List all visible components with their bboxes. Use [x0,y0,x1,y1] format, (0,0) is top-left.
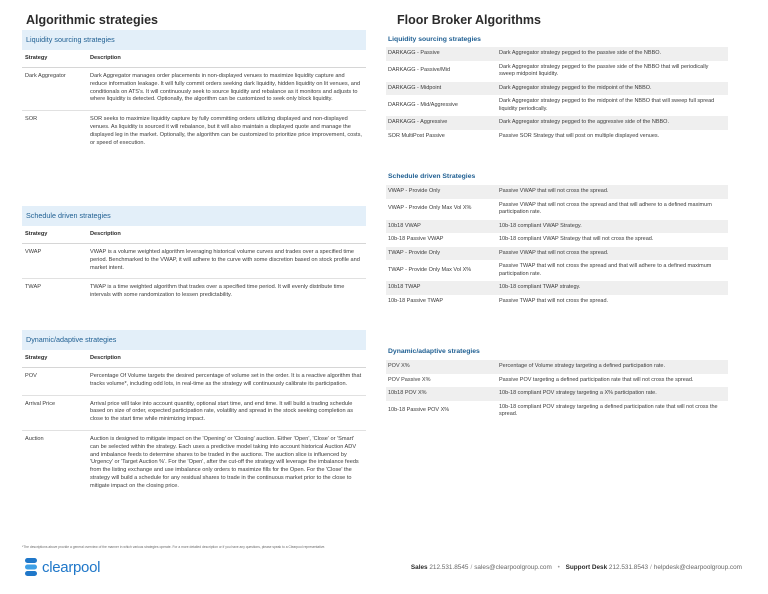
list-item [386,130,728,144]
header-description: Description [90,55,121,61]
algo-name: 10b18 VWAP [388,222,421,229]
list-item [386,374,728,388]
strategy-description: Auction is designed to mitigate impact on the 'Opening' or 'Closing' auction. Either 'Open', 'Close' or 'Smart' can be selected within the strategy. Each uses a predictive model taking into account historical Auction ADV and imbalance feeds to determine shares to be traded in the auctions. The auction slice is influenced by 'Urgency' or 'Target Auction %'. For the 'Open', after the cut-off the strategy will leverage the imbalance feeds from the listing exchange and use imbalance only orders to maximize fills for the Open. For the 'Close' the strategy will build a schedule for any residual shares to trade in the continuous market prior to the close to mitigate impact on the closing price. [90,435,359,489]
strategy-name: Arrival Price [25,400,56,407]
table-row [22,244,366,279]
algo-name: DARKAGG - Passive/Mid [388,67,451,74]
list-item [386,220,728,234]
algo-description: 10b-18 compliant TWAP strategy. [499,284,581,290]
algo-name: TWAP - Provide Only [388,249,440,256]
sales-phone: 212.531.8545 [429,564,469,571]
algo-name: 10b18 TWAP [388,284,421,290]
table-row [22,431,366,497]
contact-info: Sales 212.531.8545 / sales@clearpoolgroup.com • Support Desk 212.531.8543 / helpdesk@clearpoolgroup.com [410,564,742,571]
schedule-section-right [386,173,728,308]
sales-label: Sales [410,564,428,571]
algo-name: VWAP - Provide Only Max Vol X% [388,205,472,212]
section-title: Schedule driven Strategies [388,173,476,180]
table-row [22,279,366,306]
strategy-name: Auction [25,435,44,442]
list-item [386,387,728,401]
table-header [22,350,366,368]
algo-description: Passive VWAP that will not cross the spread. [499,188,609,194]
list-item [386,233,728,247]
support-email[interactable]: helpdesk@clearpoolgroup.com [653,564,742,571]
liquidity-section-left [22,30,366,153]
algo-description: Dark Aggregator strategy pegged to the midpoint of the NBBO that will sweep full spread liquidity periodically. [499,98,715,112]
list-item [386,360,728,374]
table-row [22,368,366,396]
strategy-name: TWAP [25,284,41,291]
table-row [22,111,366,153]
strategy-name: VWAP [25,249,42,255]
page-title-right: Floor Broker Algorithms [397,13,541,27]
algo-description: Passive SOR Strategy that will post on multiple displayed venues. [499,132,660,139]
algo-description: Passive VWAP that will not cross the spread and that will adhere to a defined maximum participation rate. [499,201,712,215]
dynamic-section-left [22,330,366,497]
table-row [22,68,366,111]
header-strategy: Strategy [25,355,48,361]
list-item [386,185,728,199]
strategy-description: SOR seeks to maximize liquidity capture by fully committing orders utilizing displayed and non-displayed venues. As liquidity is sourced it will rebalance, but it will also maintain a displayed quote and manage the displayed leg in the market. Optionally, the algorithm can be customized to prioritize price improvement, costs, or speed of execution. [90,116,362,146]
algo-name: DARKAGG - Midpoint [388,84,442,91]
algo-description: Passive POV targeting a defined participation rate that will not cross the spread. [499,376,694,383]
list-item [386,82,728,96]
algo-name: POV Passive X% [388,376,431,383]
schedule-section-left [22,206,366,306]
list-item [386,47,728,61]
support-label: Support Desk [565,564,608,571]
algo-description: Dark Aggregator strategy pegged to the passive side of the NBBO. [499,50,662,56]
algo-name: POV X% [388,363,410,369]
header-strategy: Strategy [25,55,48,61]
list-item [386,199,728,220]
strategy-description: Percentage Of Volume targets the desired percentage of volume set in the order. It is a reactive algorithm that tracks volume*, including odd lots, in real-time as the strategy will continuously calibrate its participation. [90,373,362,387]
section-band: Schedule driven strategies [22,206,366,226]
dynamic-section-right [386,348,728,422]
header-strategy: Strategy [25,231,48,237]
algo-description: 10b-18 compliant VWAP Strategy that will not cross the spread. [499,236,654,242]
strategy-name: POV [25,373,37,379]
strategy-name: Dark Aggregator [25,73,66,79]
algo-description: Passive TWAP that will not cross the spread and that will adhere to a defined maximum participation rate. [499,263,712,277]
list-item [386,401,728,422]
algo-description: Passive VWAP that will not cross the spread. [499,249,609,256]
strategy-description: VWAP is a volume weighted algorithm leveraging historical volume curves and trades over a specified time period. Benchmarked to the VWAP, it will adhere to the curve with some discretion based on stock profile and market intent. [90,249,360,271]
section-title: Dynamic/adaptive strategies [388,348,480,355]
list-item [386,295,728,309]
algo-description: 10b-18 compliant POV strategy targeting a X% participation rate. [499,390,657,396]
algo-name: DARKAGG - Aggressive [388,119,448,125]
page-title-left: Algorithmic strategies [26,13,158,27]
clearpool-logo [24,557,100,577]
algo-description: Dark Aggregator strategy pegged to the midpoint of the NBBO. [499,84,652,91]
strategy-name: SOR [25,116,38,123]
list-item [386,247,728,261]
logo-wordmark: clearpool [42,558,101,576]
list-item [386,260,728,281]
algo-name: 10b-18 Passive POV X% [388,407,450,414]
strategy-description: TWAP is a time weighted algorithm that trades over a specified time period. It will evenly distribute time intervals with some randomization to lessen predictability. [90,284,345,299]
algo-description: 10b-18 compliant POV strategy targeting a defined participation rate that will not cross the spread. [499,403,718,417]
support-phone: 212.531.8543 [608,564,649,571]
clearpool-logo-icon [24,557,38,577]
section-title: Liquidity sourcing strategies [388,36,481,43]
algo-name: 10b18 POV X% [388,390,427,396]
algo-name: DARKAGG - Passive [388,50,440,56]
algo-name: VWAP - Provide Only [388,188,441,194]
header-description: Description [90,355,121,361]
algo-description: 10b-18 compliant VWAP Strategy. [499,222,582,229]
header-description: Description [90,231,121,237]
algo-description: Dark Aggregator strategy pegged to the aggressive side of the NBBO. [499,119,669,125]
algo-description: Percentage of Volume strategy targeting a defined participation rate. [499,363,666,369]
algo-name: SOR MultiPost Passive [388,132,445,139]
table-row [22,396,366,431]
algo-name: DARKAGG - Mid/Aggressive [388,101,458,108]
footnote: *The descriptions above provide a general overview of the manner in which various strategies operate. For a more detailed description or if you have any questions, please speak to a Clearpool representative. [22,545,326,549]
liquidity-section-right [386,36,728,143]
section-band: Dynamic/adaptive strategies [22,330,366,350]
algo-description: Passive TWAP that will not cross the spread. [499,297,609,304]
algo-name: 10b-18 Passive TWAP [388,297,444,304]
list-item [386,116,728,130]
algo-name: 10b-18 Passive VWAP [388,236,444,242]
algo-name: TWAP - Provide Only Max Vol X% [388,266,472,273]
list-item [386,95,728,116]
section-band: Liquidity sourcing strategies [22,30,366,50]
sales-email[interactable]: sales@clearpoolgroup.com [474,564,552,571]
table-header [22,50,366,68]
table-header [22,226,366,244]
strategy-description: Dark Aggregator manages order placements in non-displayed venues to maximize liquidity capture and reduce information leakage. It will fully commit orders seeking dark liquidity, hidden liquidity on lit venues, and conditionals on ATS's. It will continuously seek to source liquidity and rebalance as it monitors and adjusts to where liquidity is detected. Optionally, the algorithm can be customized to seek only block liquidity. [90,73,361,103]
strategy-description: Arrival price will take into account quantity, optional start time, and end time. It will build a trading schedule based on size of order, expected participation rate, volatility and spread in the stock seeking completion as close to the start time while minimizing impact. [90,400,354,423]
algo-description: Dark Aggregator strategy pegged to the passive side of the NBBO that will periodically sweep midpoint liquidity. [499,63,709,77]
list-item [386,281,728,295]
list-item [386,61,728,82]
